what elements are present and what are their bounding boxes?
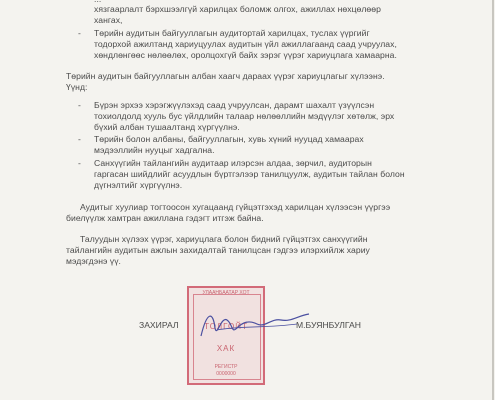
stamp-text: УЛААНБААТАР ХОТ [202,290,250,296]
text-line: Төрийн аудитын байгууллагын аудитортай харилцах, туслах үүргийг [94,28,370,38]
signatory-title: ЗАХИРАЛ [139,320,179,330]
paragraph-line: мэдэгдэнэ үү. [66,256,121,266]
text-line: хангах, [94,15,123,25]
stamp-text: ХАК [216,344,236,353]
list-item-line: Санхүүгийн тайлангийн аудитаар илэрсэн алдаа, зөрчил, аудиторын [94,158,372,168]
list-item-line: бүхий албан тушаалтанд хүргүүлнэ. [94,122,240,132]
list-item-line: дүгнэлтийг хүргүүлнэ. [94,180,183,190]
list-item-line: Төрийн болон албаны, байгууллагын, хувь хүний нууцад хамаарах [94,134,364,144]
paragraph-line: тайлангийн аудитын ажлын захидалтай танилцсан гэдгээ илэрхийлж хариу [66,245,370,255]
list-item-line: гаргасан шийдлийг асуудлын бүртгэлээр танилцуулж, аудитын тайлан болон [94,169,405,179]
page-edge [492,0,494,400]
paragraph-line: Үүнд: [66,82,88,92]
paragraph-line: биелүүлж хамтран ажиллана гэдэгт итгэж байна. [66,213,264,223]
text-line: хөндлөнгөөс нөлөөлөх, оролцохгүй байх зэрэг үүрэг хариуцлага хамаарна. [94,50,397,60]
signatory-name: М.БУЯНБУЛГАН [296,320,361,330]
paragraph-line: Талуудын хүлээх үүрэг, хариуцлага болон бидний гүйцэтгэх санхүүгийн [80,234,368,244]
list-item-line: мэдээллийн нууцыг хадгална. [94,145,215,155]
stamp-text: 0000000 [216,371,236,377]
bullet-dash: - [78,134,81,144]
stamp-text: РЕГИСТР [214,364,238,370]
text-line: хязгаарлалт бэрхшээлгүй харилцах боломж олгох, ажиллах нөхцөлөөр [94,4,381,14]
text-line: тодорхой ажилтанд хариуцуулах аудитын үйл ажиллагаанд саад учруулах, [94,39,397,49]
stamp-text: ТОЛГОЙТ [204,322,248,331]
paragraph-line: Аудитыг хуулиар тогтоосон хугацаанд гүйцэтгэхэд харилцан хүлээсэн үүргээ [80,202,391,212]
list-item-line: Бүрэн эрхээ хэрэгжүүлэхэд саад учруулсан, дарамт шахалт үзүүлсэн [94,100,375,110]
list-item-line: тохиолдолд хууль бус үйлдлийн талаар нөлөөллийн мэдүүлэг хөтөлж, эрх [94,111,395,121]
bullet-dash: - [78,158,81,168]
paragraph-line: Төрийн аудитын байгууллагын албан хаагч дараах үүрэг хариуцлагыг хүлээнэ. [66,71,385,81]
bullet-dash: - [78,28,81,38]
bullet-dash: - [78,100,81,110]
